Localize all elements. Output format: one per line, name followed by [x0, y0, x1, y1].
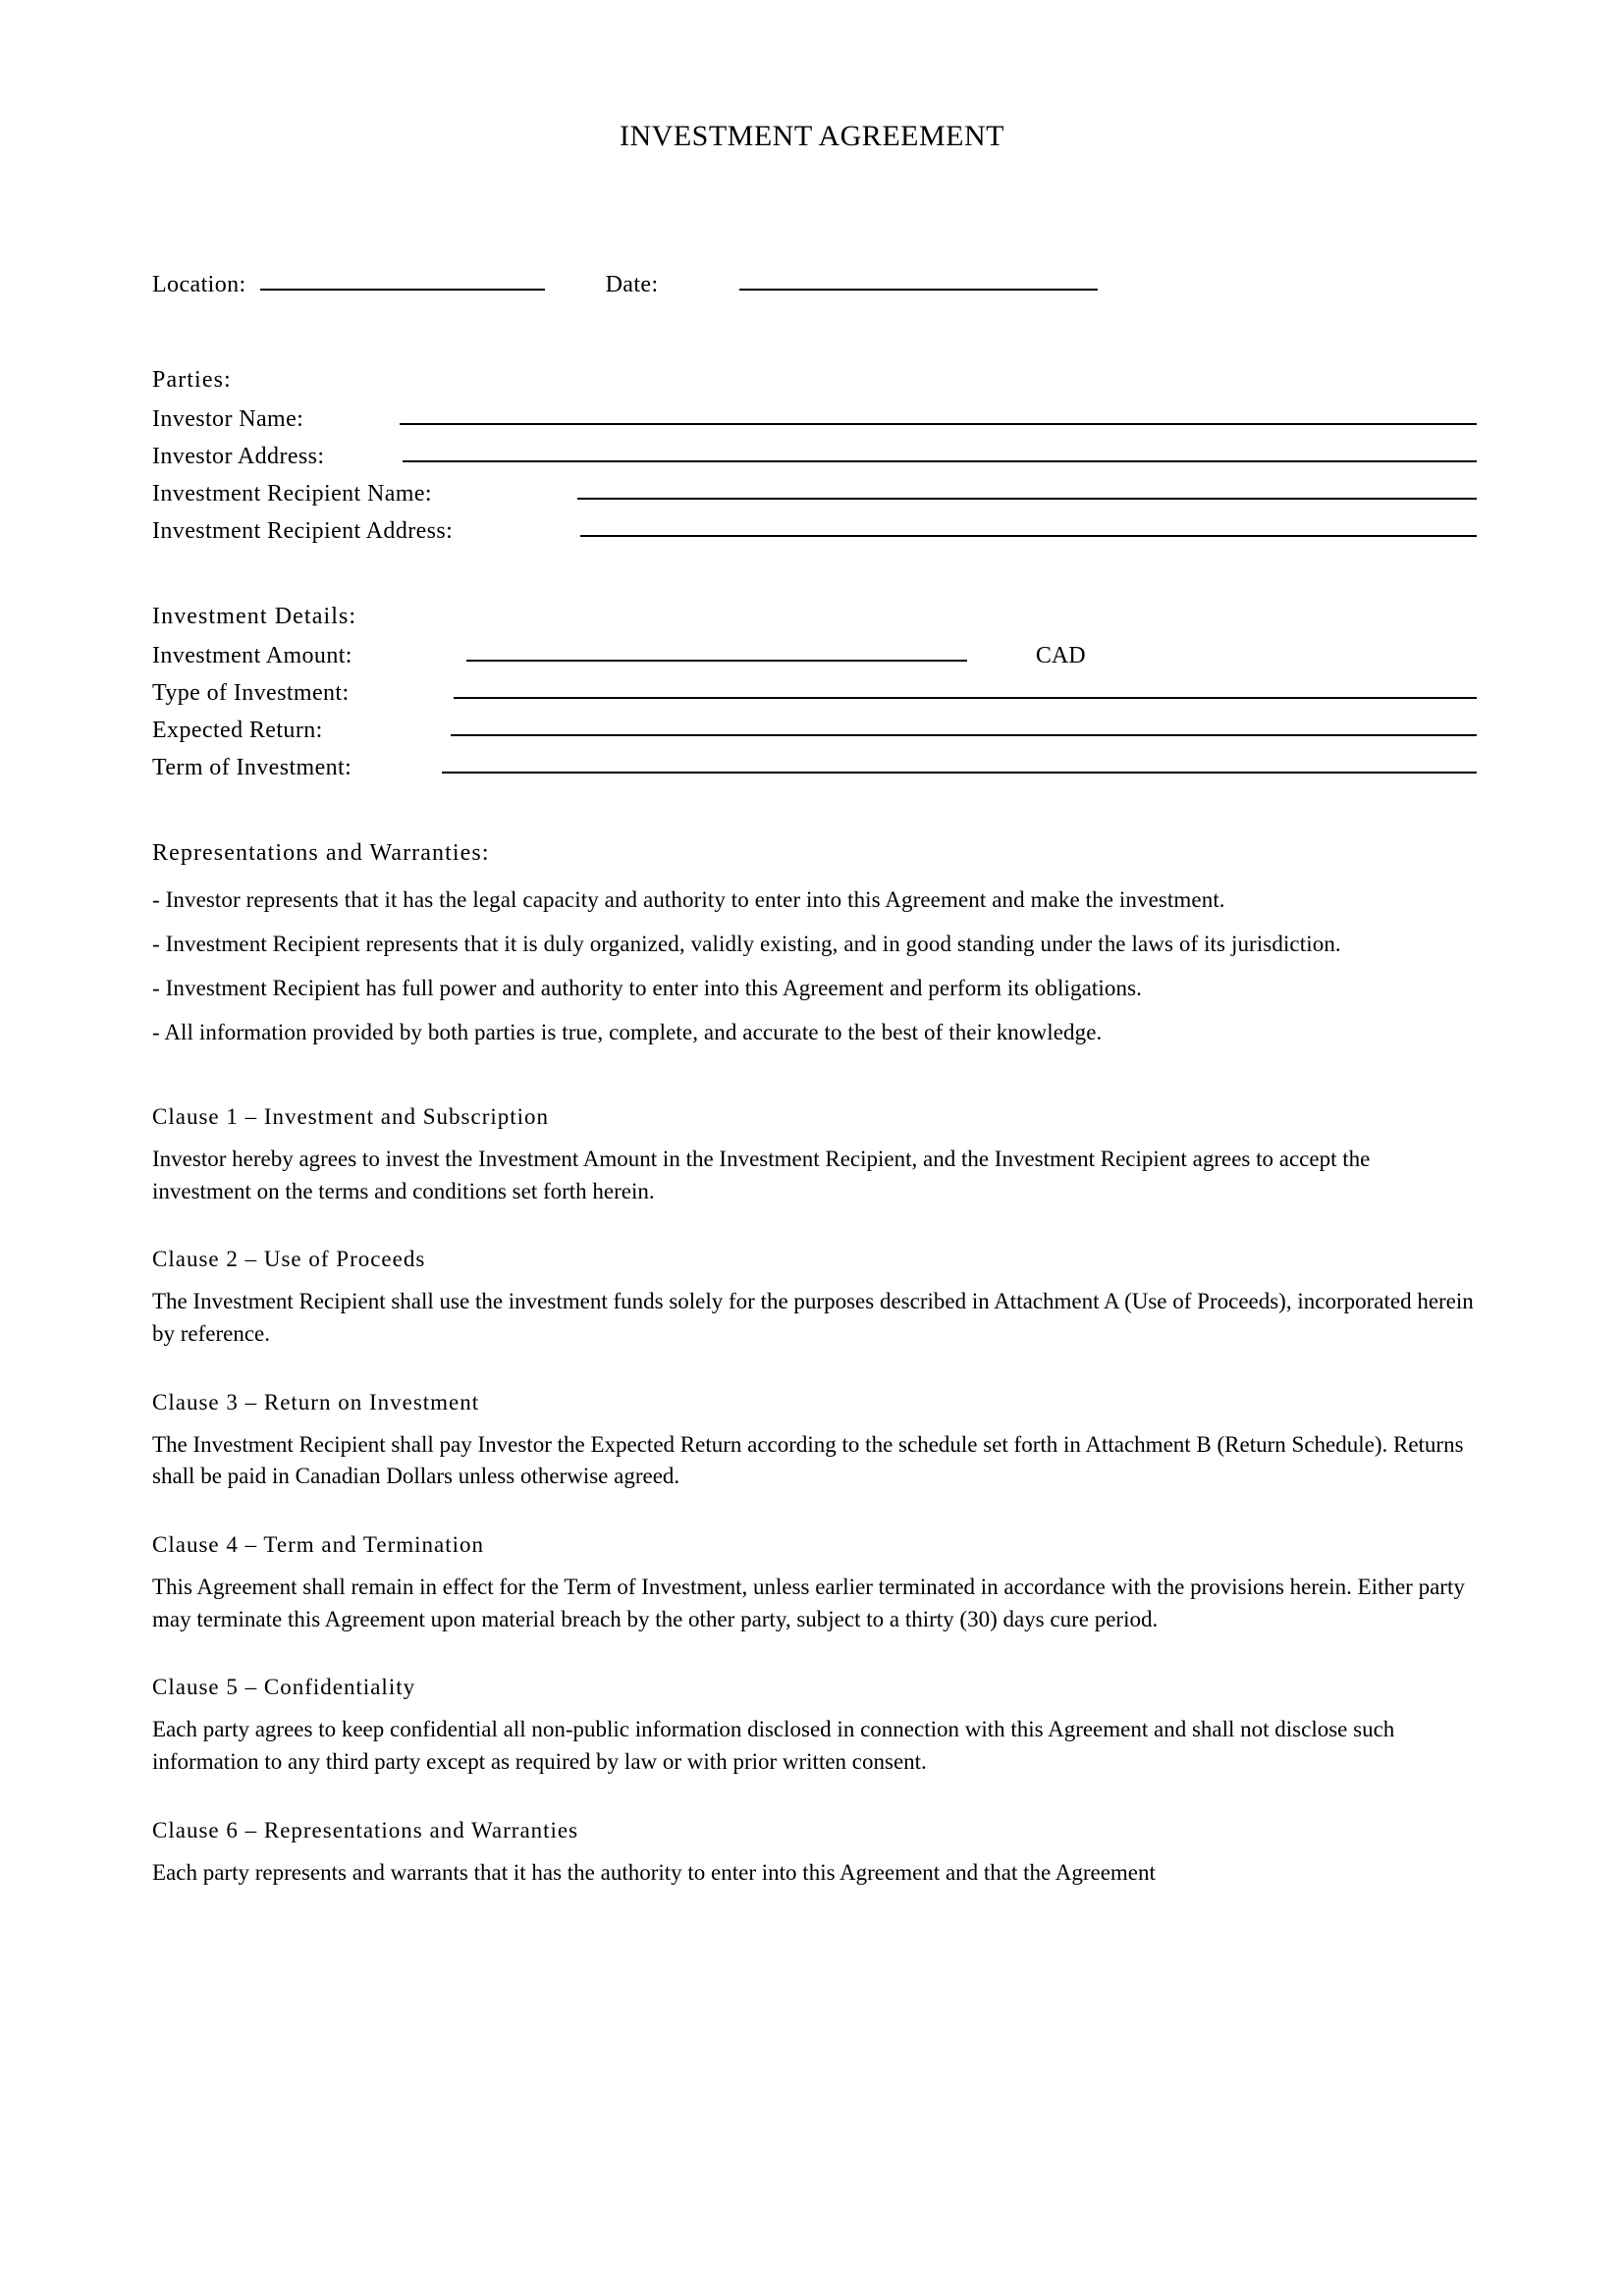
- clause-body: The Investment Recipient shall use the investment funds solely for the purposes described in Attachment A (Use of Proceeds), incorporated herein by reference.: [152, 1289, 1474, 1346]
- clause-body: Each party represents and warrants that it has the authority to enter into this Agreement and that the Agreement: [152, 1859, 1156, 1885]
- expected-return-label: Expected Return:: [152, 718, 323, 743]
- expected-return-input[interactable]: [451, 733, 1477, 736]
- document-body: [0, 273, 1624, 1889]
- recipient-address-label: Investment Recipient Address:: [152, 518, 454, 544]
- clause-body: This Agreement shall remain in effect for the Term of Investment, unless earlier terminated in accordance with the provisions herein. Either party may terminate this Agreement upon material breach by the other party, subject to a thirty (30) days cure period.: [152, 1574, 1465, 1631]
- investment-amount-label: Investment Amount:: [152, 643, 352, 668]
- representation-item: - Investment Recipient has full power and authority to enter into this Agreement and perform its obligations.: [152, 976, 1142, 1000]
- recipient-name-label: Investment Recipient Name:: [152, 481, 432, 507]
- clause-title: Clause 2 – Use of Proceeds: [152, 1247, 426, 1272]
- representations-heading: Representations and Warranties:: [152, 840, 490, 866]
- expected-return-row: [152, 719, 1477, 742]
- representation-item: - Investor represents that it has the legal capacity and authority to enter into this Agreement and make the investment.: [152, 887, 1225, 912]
- clause-body: The Investment Recipient shall pay Investor the Expected Return according to the schedule set forth in Attachment B (Return Schedule). Returns shall be paid in Canadian Dollars unless otherwise agreed.: [152, 1431, 1464, 1489]
- investor-name-label: Investor Name:: [152, 406, 304, 432]
- representation-item: - Investment Recipient represents that it is duly organized, validly existing, and in good standing under the laws of its jurisdiction.: [152, 932, 1341, 956]
- recipient-name-input[interactable]: [577, 497, 1477, 500]
- type-of-investment-input[interactable]: [454, 696, 1477, 699]
- date-input[interactable]: [739, 288, 1098, 291]
- investor-address-label: Investor Address:: [152, 444, 325, 469]
- clause-body: Each party agrees to keep confidential all non-public information disclosed in connection with this Agreement and shall not disclose such information to any third party except as required by law or with prior written consent.: [152, 1717, 1395, 1774]
- clause-title: Clause 6 – Representations and Warranties: [152, 1817, 579, 1842]
- clause-title: Clause 3 – Return on Investment: [152, 1389, 480, 1415]
- recipient-name-row: [152, 482, 1477, 506]
- clause-title: Clause 4 – Term and Termination: [152, 1531, 485, 1557]
- investor-name-row: [152, 407, 1477, 431]
- term-of-investment-input[interactable]: [442, 771, 1477, 774]
- investment-amount-row: [152, 644, 1477, 667]
- type-of-investment-label: Type of Investment:: [152, 680, 350, 706]
- term-of-investment-label: Term of Investment:: [152, 755, 352, 780]
- location-input[interactable]: [260, 288, 545, 291]
- clause-title: Clause 5 – Confidentiality: [152, 1675, 416, 1700]
- parties-heading: Parties:: [152, 367, 232, 393]
- recipient-address-row: [152, 519, 1477, 543]
- term-of-investment-row: [152, 756, 1477, 779]
- header-fields-row: [152, 273, 1477, 296]
- investor-name-input[interactable]: [400, 422, 1477, 425]
- page-title: INVESTMENT AGREEMENT: [620, 120, 1004, 152]
- clause-body: Investor hereby agrees to invest the Investment Amount in the Investment Recipient, and the Investment Recipient agrees to accept the investment on the terms and conditions set forth herein.: [152, 1147, 1371, 1203]
- investment-details-heading: Investment Details:: [152, 604, 357, 629]
- date-label: Date:: [605, 272, 659, 297]
- currency-label: CAD: [1035, 643, 1086, 668]
- recipient-address-input[interactable]: [580, 534, 1477, 537]
- investment-amount-input[interactable]: [466, 659, 967, 662]
- representation-item: - All information provided by both parties is true, complete, and accurate to the best of their knowledge.: [152, 1020, 1103, 1044]
- location-label: Location:: [152, 272, 246, 297]
- clause-title: Clause 1 – Investment and Subscription: [152, 1104, 550, 1129]
- investor-address-input[interactable]: [403, 459, 1477, 462]
- type-of-investment-row: [152, 681, 1477, 705]
- investor-address-row: [152, 445, 1477, 468]
